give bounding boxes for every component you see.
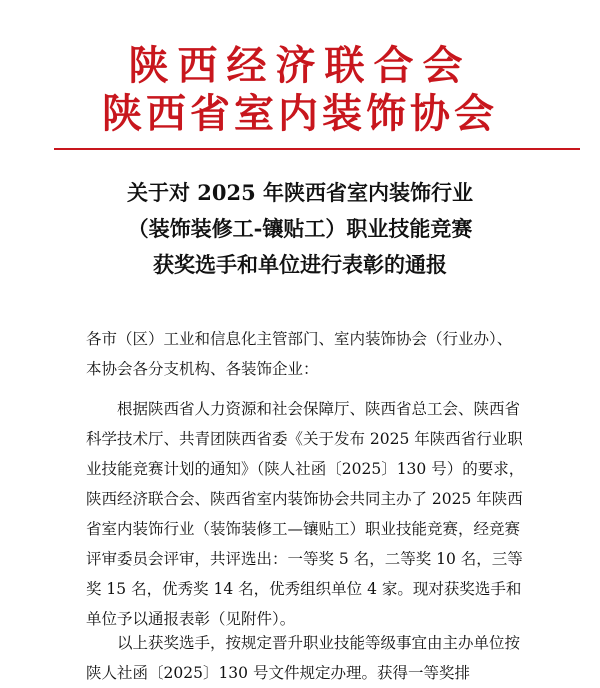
title-line-1: 关于对 2025 年陕西省室内装饰行业 xyxy=(126,180,474,205)
title-line-2: （装饰装修工-镶贴工）职业技能竞赛 xyxy=(127,216,473,241)
title-line-3: 获奖选手和单位进行表彰的通报 xyxy=(153,252,447,277)
letterhead-org1: 陕西经济联合会 xyxy=(128,42,472,89)
paragraph-2: 以上获奖选手，按规定晋升职业技能等级事宜由主办单位按陕人社函〔2025〕130 号文件规定办理。获得一等奖排 xyxy=(86,634,521,682)
letterhead-org2: 陕西省室内装饰协会 xyxy=(102,90,498,137)
letterhead-divider xyxy=(54,148,580,150)
recipients: 各市（区）工业和信息化主管部门、室内装饰协会（行业办）、本协会各分支机构、各装饰企业： xyxy=(86,330,513,378)
paragraph-1: 根据陕西省人力资源和社会保障厅、陕西省总工会、陕西省科学技术厅、共青团陕西省委《关于发布 2025 年陕西省行业职业技能竞赛计划的通知》（陕人社函〔2025〕130 号）的要求，陕西经济联合会、陕西省室内装饰协会共同主办了 2025 年陕西省室内装饰行业（装饰装修工—镶贴工）职业技能竞赛，经竞赛评审委员会评审，共评选出：一等奖 5 名，二等奖 10 名，三等奖 15 名，优秀奖 14 名，优秀组织单位 4 家。现对获奖选手和单位予以通报表彰（见附件）。 xyxy=(86,400,525,628)
